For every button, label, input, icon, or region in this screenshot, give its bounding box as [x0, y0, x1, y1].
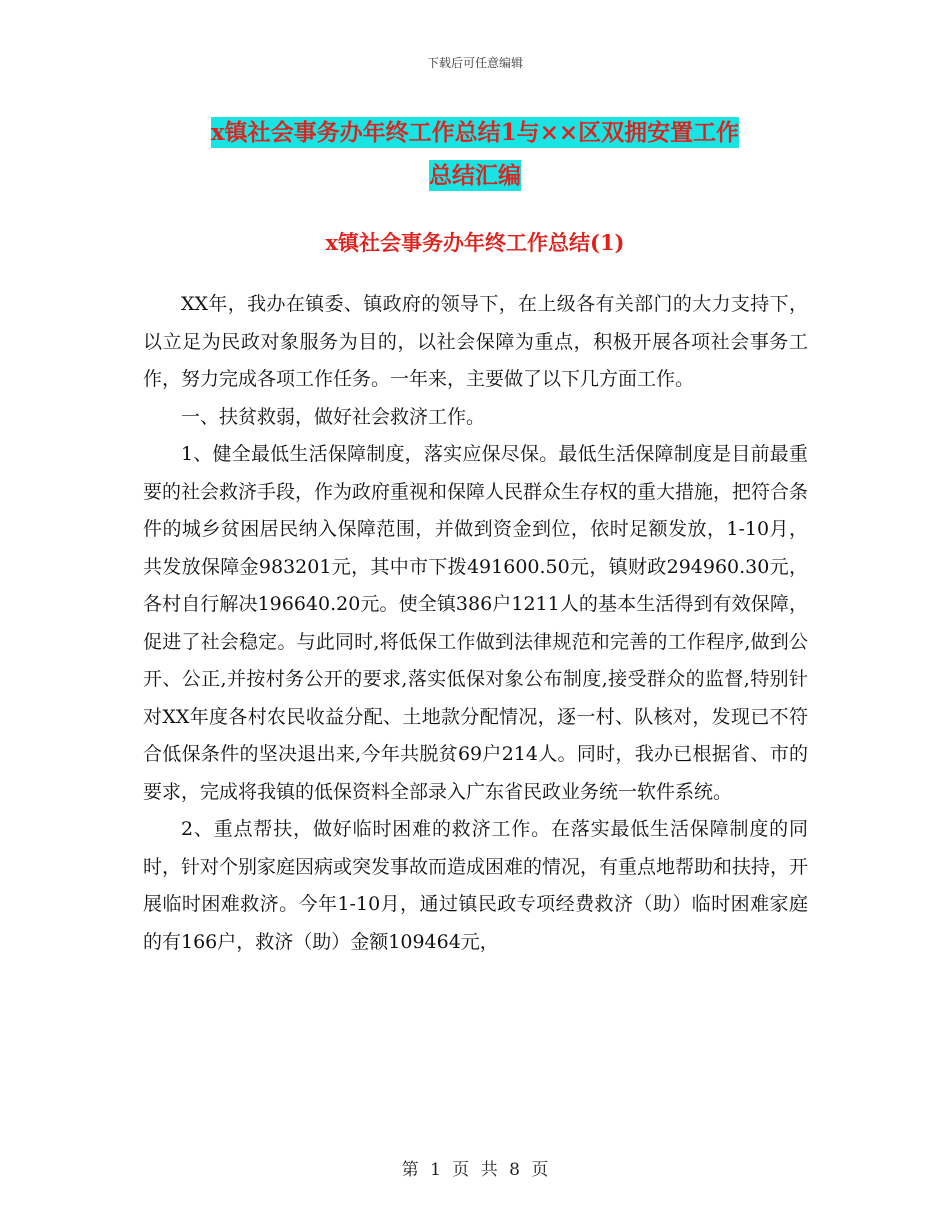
document-title-line-2 [0, 157, 950, 190]
document-title-text-1: x镇社会事务办年终工作总结1与××区双拥安置工作 [210, 119, 740, 146]
header-note: 下载后可任意编辑 [426, 56, 523, 70]
document-title-text-2: 总结汇编 [429, 162, 521, 189]
paragraph-item-1: 1、健全最低生活保障制度，落实应保尽保。最低生活保障制度是目前最重要的社会救济手段，作为政府重视和保障人民群众生存权的重大措施，把符合条件的城乡贫困居民纳入保障范围，并做到资金到位，依时足额发放，1-10月，共发放保障金983201元，其中市下拨491600.50元，镇财政294960.30元，各村自行解决196640.20元。使全镇386户1211人的基本生活得到有效保障，促进了社会稳定。与此同时,将低保工作做到法律规范和完善的工作程序,做到公开、公正,并按村务公开的要求,落实低保对象公布制度,接受群众的监督,特别针对XX年度各村农民收益分配、土地款分配情况，逐一村、队核对，发现已不符合低保条件的坚决退出来,今年共脱贫69户214人。同时，我办已根据省、市的要求，完成将我镇的低保资料全部录入广东省民政业务统一软件系统。 [143, 443, 809, 803]
paragraph-intro: XX年，我办在镇委、镇政府的领导下，在上级各有关部门的大力支持下，以立足为民政对象服务为目的，以社会保障为重点，积极开展各项社会事务工作，努力完成各项工作任务。一年来，主要做了以下几方面工作。 [143, 293, 808, 390]
paragraph-item-2: 2、重点帮扶，做好临时困难的救济工作。在落实最低生活保障制度的同时，针对个别家庭因病或突发事故而造成困难的情况，有重点地帮助和扶持，开展临时困难救济。今年1-10月，通过镇民政专项经费救济（助）临时困难家庭的有166户，救济（助）金额109464元， [143, 818, 809, 953]
body-text [143, 286, 808, 961]
paragraph-heading-1: 一、扶贫救弱，做好社会救济工作。 [181, 405, 486, 428]
document-title-line-1 [0, 114, 950, 147]
section-title: x镇社会事务办年终工作总结(1) [325, 230, 625, 255]
page-footer: 第 1 页 共 8 页 [401, 1160, 549, 1180]
